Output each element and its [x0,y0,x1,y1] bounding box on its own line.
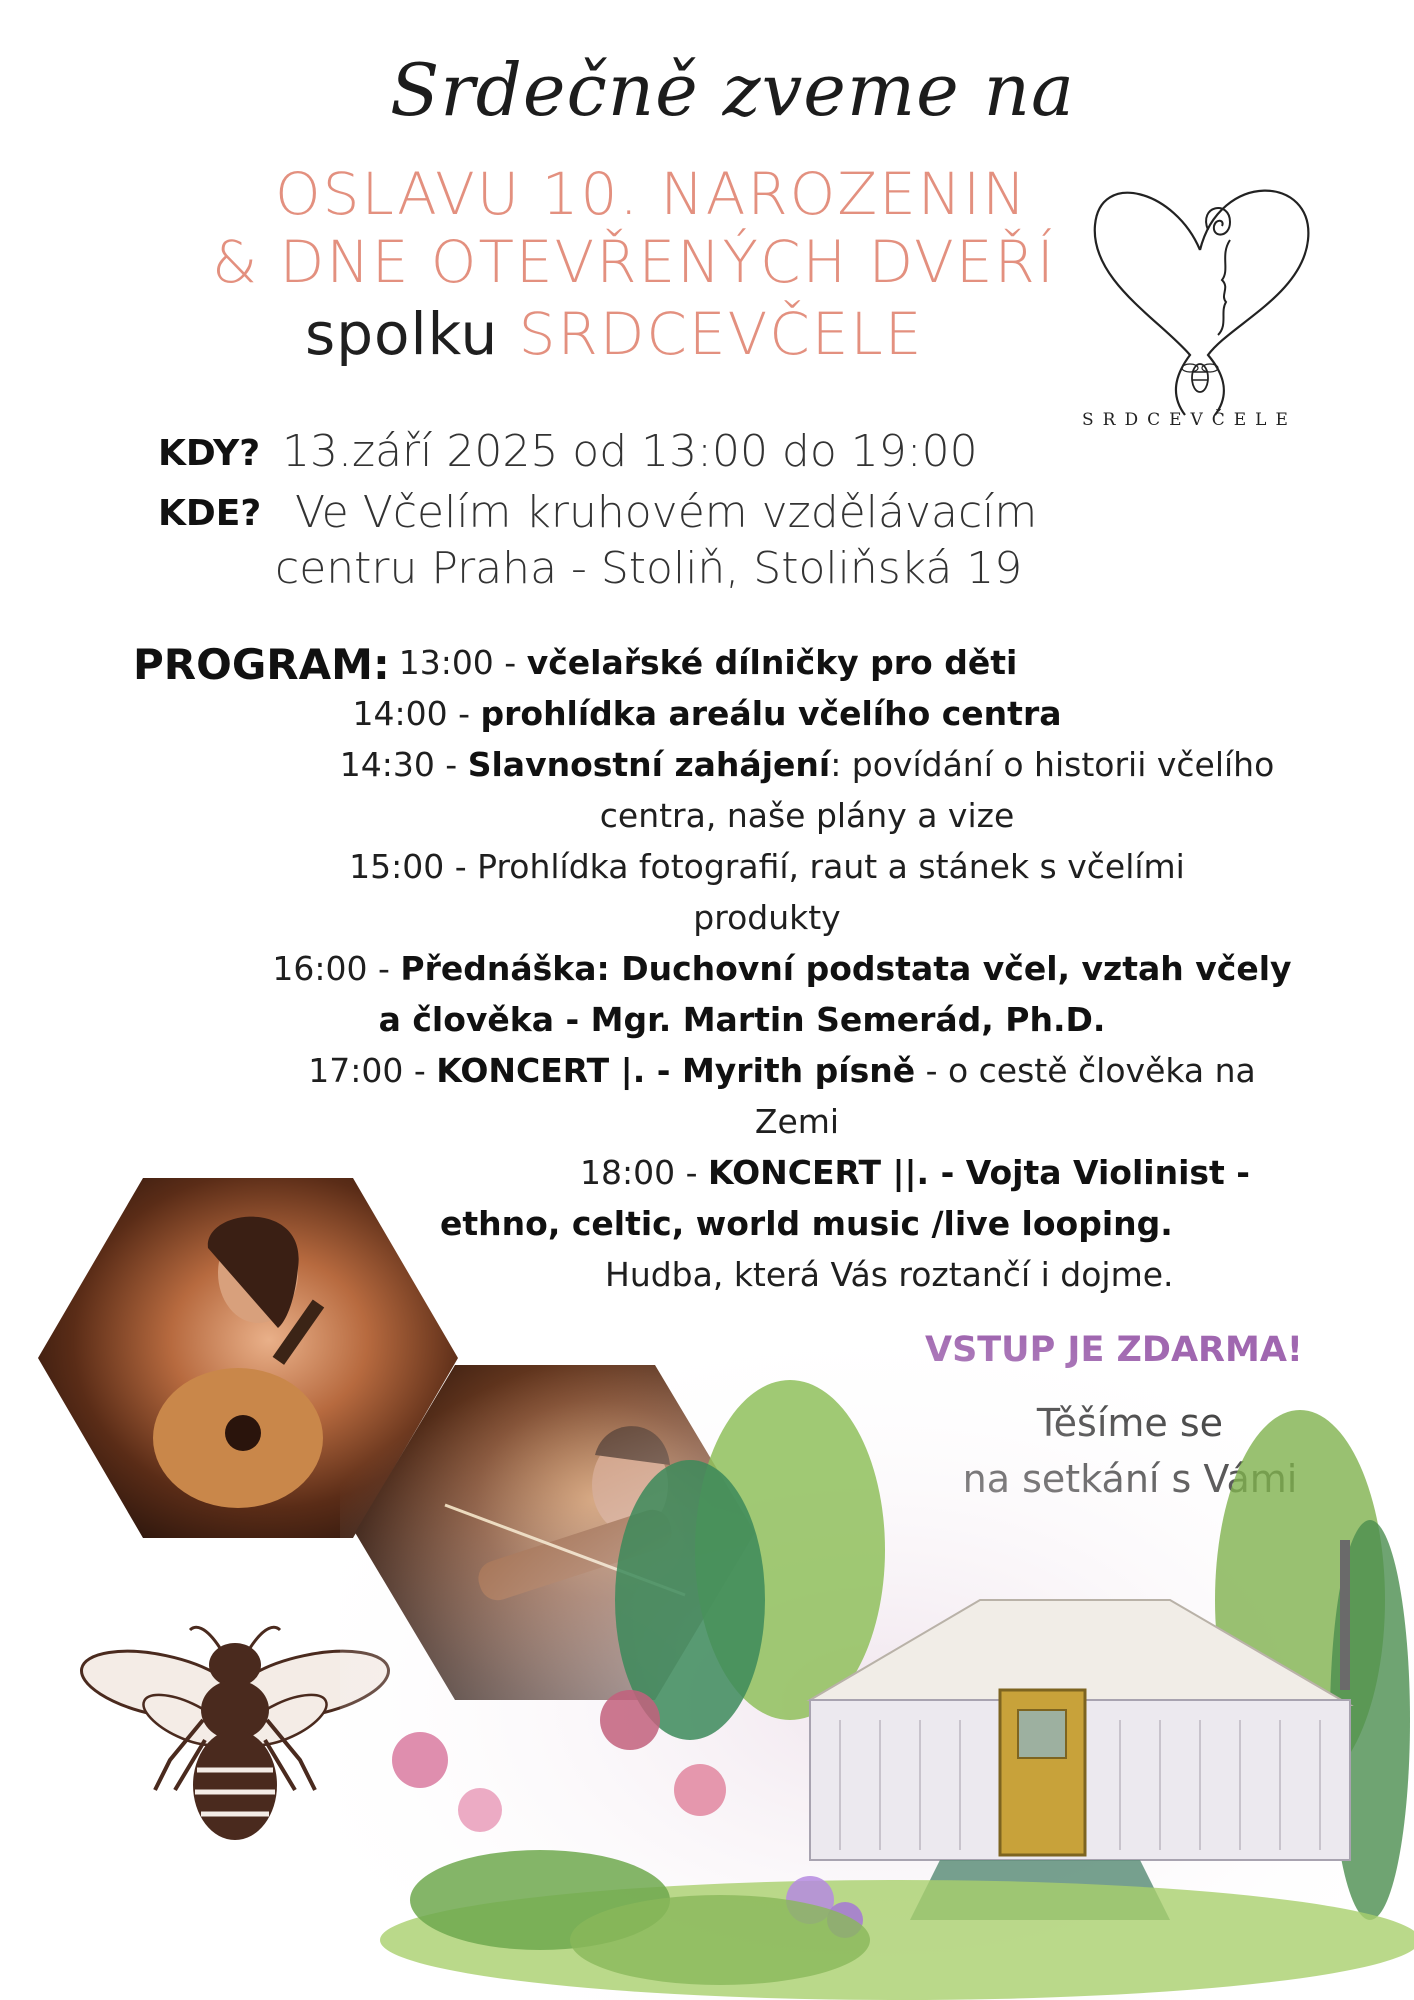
heart-with-face-and-bee-icon [1080,130,1320,420]
title-line-3 [305,300,923,368]
program-item: 14:00 - prohlídka areálu včelího centra [352,694,1062,733]
title-prefix: spolku [305,300,499,368]
program-item: 15:00 - Prohlídka fotografií, raut a stánek s včelími [349,847,1185,886]
program-item: 16:00 - Přednáška: Duchovní podstata včel, vztah včely [272,949,1292,988]
program-item-cont: Hudba, která Vás roztančí i dojme. [605,1255,1174,1294]
program-item-cont: centra, naše plány a vize [599,796,1015,835]
program-item-cont: ethno, celtic, world music /live looping. [440,1204,1173,1243]
program-heading: PROGRAM: [133,640,390,689]
program-item: 13:00 - včelařské dílničky pro děti [398,643,1018,682]
program-item-cont: produkty [693,898,841,937]
program-item: 18:00 - KONCERT ||. - Vojta Violinist - [580,1153,1250,1192]
where-label: KDE? [158,493,262,534]
when-value: 13.září 2025 od 13:00 do 19:00 [282,426,978,477]
where-value-line-1: Ve Včelím kruhovém vzdělávacím [295,487,1038,538]
yurt-garden-watercolor [340,1340,1414,2000]
title-line-1: OSLAVU 10. NAROZENIN [275,160,1028,228]
when-label: KDY? [158,433,261,474]
program-item: 17:00 - KONCERT |. - Myrith písně - o cestě člověka na [308,1051,1256,1090]
logo-wordmark: SRDCEVČELE [1082,410,1297,430]
where-value-line-2: centru Praha - Stoliň, Stoliňská 19 [275,543,1023,594]
invitation-script-line: Srdečně zveme na [390,48,1075,132]
organization-name: SRDCEVČELE [518,300,924,368]
program-item-cont: Zemi [754,1102,840,1141]
title-line-2: & DNE OTEVŘENÝCH DVEŘÍ [212,228,1056,296]
program-item-cont: a člověka - Mgr. Martin Semerád, Ph.D. [378,1000,1106,1039]
program-item: 14:30 - Slavnostní zahájení: povídání o historii včelího [339,745,1275,784]
